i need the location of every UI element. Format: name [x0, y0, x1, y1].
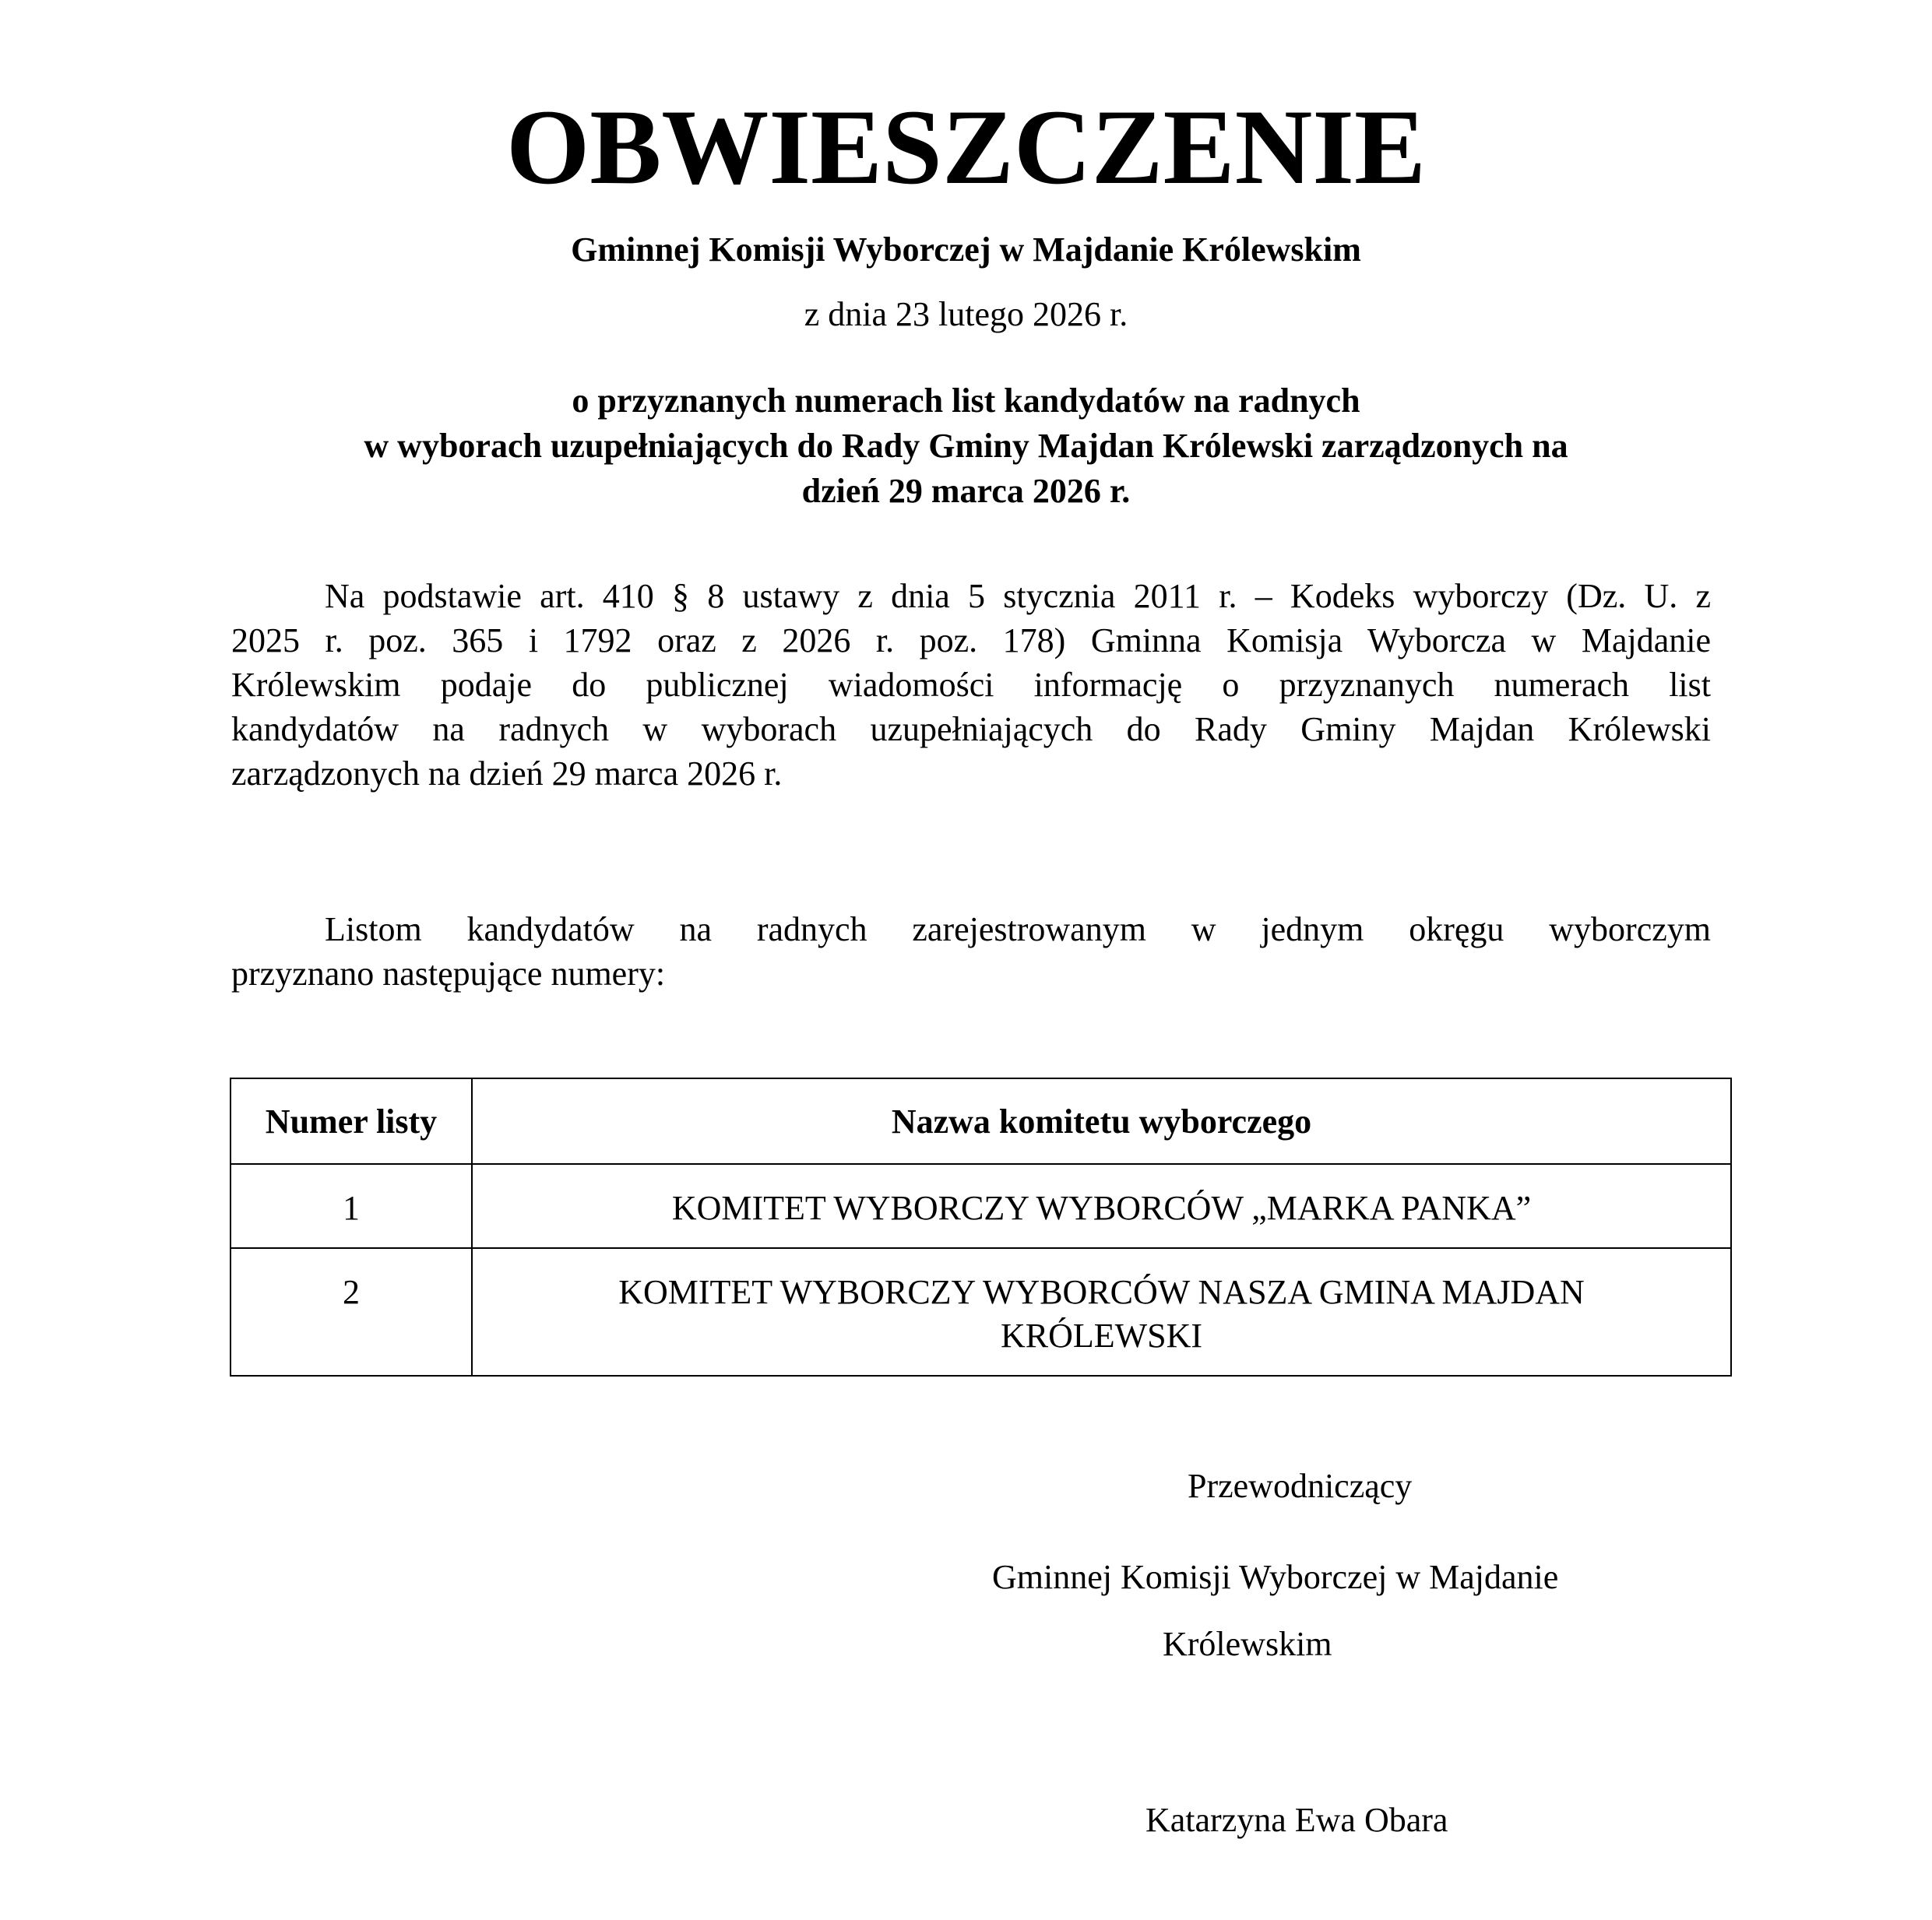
column-header-list-number: Numer listy	[231, 1078, 472, 1164]
subject-line: dzień 29 marca 2026 r.	[801, 472, 1131, 510]
paragraph-line: Na podstawie art. 410 § 8 ustawy z dnia 5 stycznia 2011 r. – Kodeks wyborczy (Dz. U. z	[325, 577, 1711, 615]
document-date: z dnia 23 lutego 2026 r.	[804, 295, 1128, 333]
subject-line: o przyznanych numerach list kandydatów na radnych	[572, 382, 1360, 420]
signatory-name: Katarzyna Ewa Obara	[1145, 1801, 1448, 1839]
column-header-committee-name: Nazwa komitetu wyborczego	[472, 1078, 1731, 1164]
signatory-organization: Królewskim	[1163, 1625, 1332, 1663]
signatory-organization: Gminnej Komisji Wyborczej w Majdanie	[992, 1558, 1559, 1596]
table-row	[231, 1248, 1731, 1376]
committee-name-line: KRÓLEWSKI	[1000, 1317, 1203, 1355]
paragraph-line: kandydatów na radnych w wyborach uzupełniających do Rady Gminy Majdan Królewski	[231, 710, 1711, 748]
paragraph-line: Królewskim podaje do publicznej wiadomości informację o przyznanych numerach list	[231, 666, 1711, 704]
paragraph-line: 2025 r. poz. 365 i 1792 oraz z 2026 r. poz. 178) Gminna Komisja Wyborcza w Majdanie	[231, 621, 1711, 659]
committee-name-line: KOMITET WYBORCZY WYBORCÓW „MARKA PANKA”	[671, 1189, 1532, 1227]
candidate-lists-table	[230, 1078, 1732, 1377]
committee-name-cell	[472, 1164, 1731, 1248]
paragraph-line: zarządzonych na dzień 29 marca 2026 r.	[231, 754, 783, 793]
committee-name-line: KOMITET WYBORCZY WYBORCÓW NASZA GMINA MAJDAN	[618, 1273, 1585, 1311]
numbers-intro-paragraph	[231, 907, 1711, 996]
issuing-body: Gminnej Komisji Wyborczej w Majdanie Królewskim	[571, 230, 1361, 269]
paragraph-line: przyznano następujące numery:	[231, 955, 666, 993]
signatory-role: Przewodniczący	[1188, 1467, 1413, 1505]
table-row	[231, 1164, 1731, 1248]
paragraph-line: Listom kandydatów na radnych zarejestrowanym w jednym okręgu wyborczym	[325, 910, 1711, 948]
list-number-cell: 1	[231, 1164, 472, 1248]
list-number-cell: 2	[231, 1248, 472, 1376]
committee-name-cell	[472, 1248, 1731, 1376]
legal-basis-paragraph	[231, 574, 1711, 796]
table-header-row	[231, 1078, 1731, 1164]
document-title: OBWIESZCZENIE	[505, 87, 1427, 206]
document-subject	[156, 378, 1776, 514]
subject-line: w wyborach uzupełniających do Rady Gminy Majdan Królewski zarządzonych na	[364, 427, 1568, 465]
